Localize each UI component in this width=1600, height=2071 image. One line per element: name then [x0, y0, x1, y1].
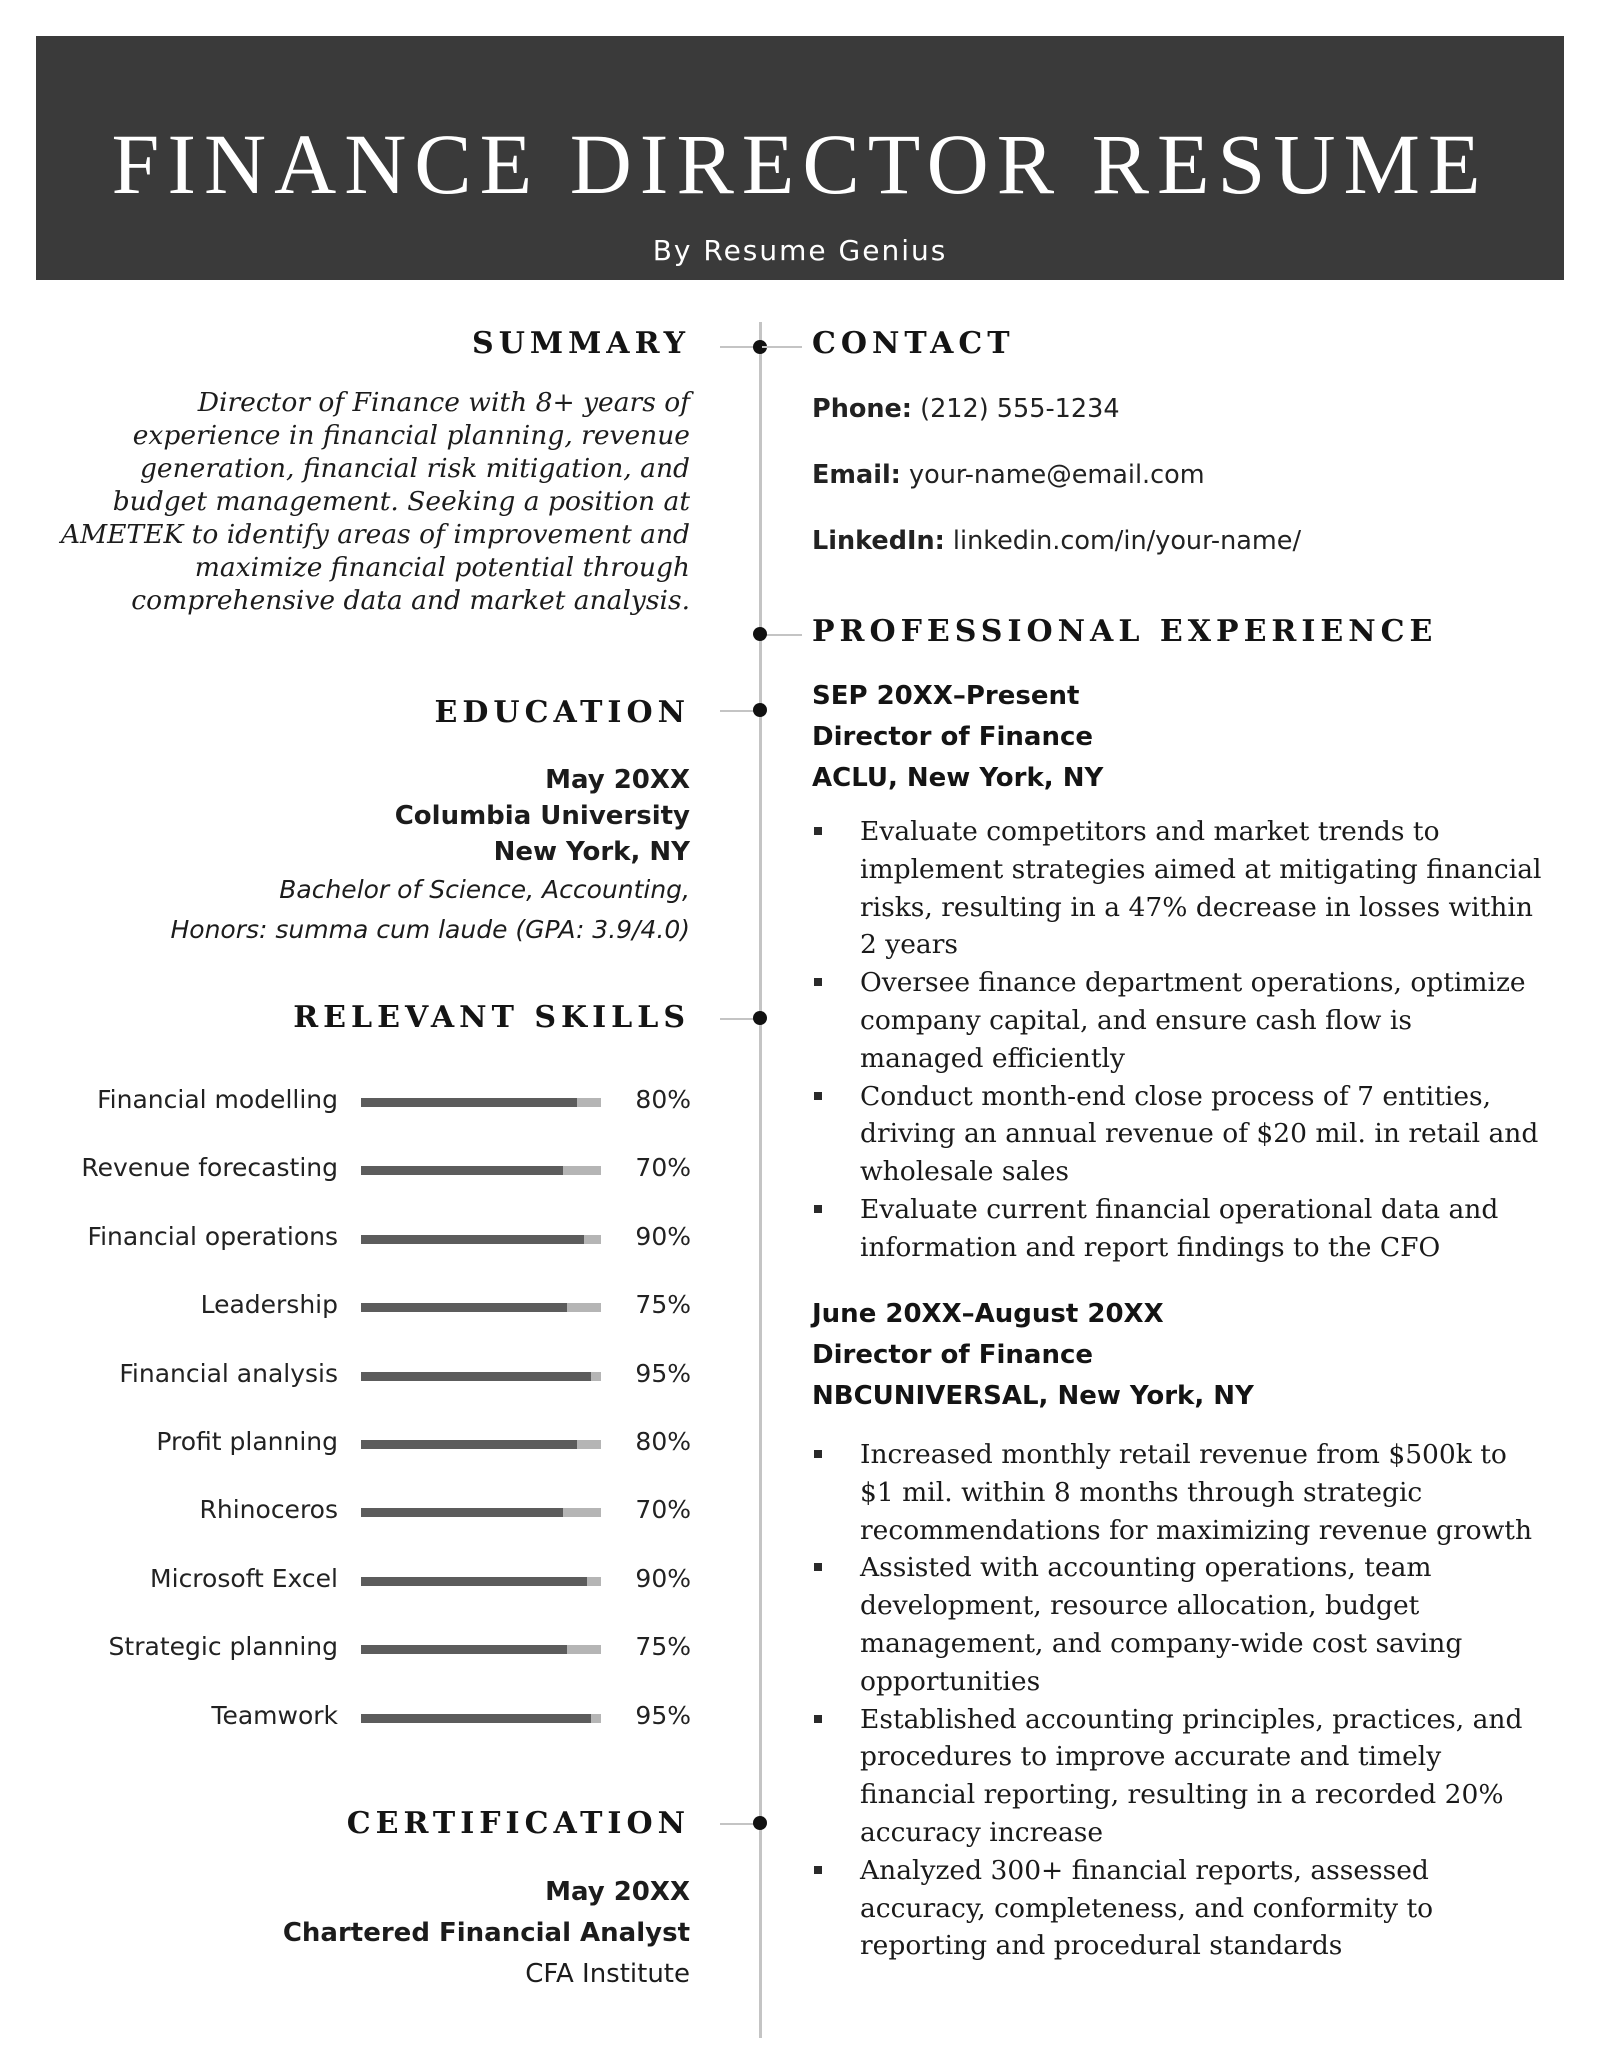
education-degree: Bachelor of Science, Accounting, [279, 875, 690, 904]
job-2-dates: June 20XX–August 20XX [812, 1299, 1164, 1329]
skill-bar-track [361, 1098, 601, 1107]
timeline-dot-certification [753, 1816, 767, 1830]
skill-percent: 80% [635, 1085, 691, 1114]
education-entry [170, 762, 690, 950]
skill-bar-track [361, 1235, 601, 1244]
certification-issuer: CFA Institute [525, 1959, 690, 1989]
skill-percent: 95% [635, 1700, 691, 1730]
skill-bar-fill [361, 1714, 591, 1723]
job-1-header [812, 676, 1103, 799]
job-2-header [812, 1294, 1254, 1417]
job-2-title: Director of Finance [812, 1340, 1094, 1370]
skill-row [0, 1288, 700, 1328]
job-1-bullets [812, 813, 1542, 1267]
skill-bar-track [361, 1508, 601, 1517]
certification-entry [283, 1872, 690, 1995]
skill-percent: 70% [635, 1153, 691, 1183]
skill-name: Microsoft Excel [150, 1563, 338, 1593]
skill-bar-fill [361, 1508, 563, 1517]
skill-row [0, 1493, 700, 1533]
linkedin-value: linkedin.com/in/your-name/ [952, 526, 1302, 556]
certification-heading: CERTIFICATION [346, 1806, 690, 1841]
skill-bar-fill [361, 1098, 577, 1107]
experience-heading: PROFESSIONAL EXPERIENCE [812, 614, 1438, 649]
skill-percent: 90% [635, 1563, 691, 1593]
skill-bar-fill [361, 1372, 591, 1381]
skill-row [0, 1699, 700, 1739]
resume-title: FINANCE DIRECTOR RESUME [111, 116, 1489, 212]
contact-email [812, 458, 1301, 524]
timeline-tick-experience [762, 634, 802, 636]
skill-name: Financial operations [87, 1221, 338, 1251]
skill-row [0, 1630, 700, 1670]
skill-percent: 90% [635, 1221, 691, 1251]
job-1-dates: SEP 20XX–Present [812, 681, 1080, 711]
skill-percent: 70% [635, 1495, 691, 1525]
skill-name: Financial modelling [97, 1085, 338, 1114]
skill-bar-fill [361, 1440, 577, 1449]
skill-bar-fill [361, 1577, 587, 1586]
skill-row [0, 1562, 700, 1602]
skill-bar-track [361, 1577, 601, 1586]
skill-bar-fill [361, 1166, 563, 1175]
timeline-tick-contact [762, 346, 802, 348]
job-1-title: Director of Finance [812, 722, 1094, 752]
job-2-bullet: Increased monthly retail revenue from $500k to $1 mil. within 8 months through strategic recommendations for maximizing revenue growth [812, 1436, 1542, 1549]
contact-list [812, 392, 1301, 590]
education-location: New York, NY [493, 837, 690, 867]
contact-linkedin [812, 524, 1301, 590]
job-1-bullet: Oversee finance department operations, optimize company capital, and ensure cash flow is managed efficiently [812, 964, 1542, 1077]
skill-name: Revenue forecasting [81, 1153, 338, 1183]
certification-date: May 20XX [545, 1877, 690, 1907]
education-honors: Honors: summa cum laude (GPA: 3.9/4.0) [170, 915, 690, 944]
skill-percent: 95% [635, 1358, 691, 1388]
skill-row [0, 1425, 700, 1465]
education-school: Columbia University [394, 801, 690, 831]
phone-value: (212) 555-1234 [920, 394, 1120, 424]
skill-percent: 75% [635, 1290, 691, 1320]
skill-bar-fill [361, 1235, 584, 1244]
skill-row [0, 1151, 700, 1191]
timeline-dot-education [753, 703, 767, 717]
skill-row [0, 1220, 700, 1260]
job-2-bullets [812, 1436, 1542, 1965]
skill-row [0, 1083, 700, 1123]
job-2-bullet: Assisted with accounting operations, team development, resource allocation, budget management, and company-wide cost saving opportunities [812, 1549, 1542, 1700]
certification-name: Chartered Financial Analyst [282, 1918, 690, 1948]
education-date: May 20XX [545, 765, 690, 795]
skill-percent: 80% [635, 1427, 691, 1456]
contact-phone [812, 392, 1301, 458]
linkedin-label: LinkedIn: [812, 526, 945, 556]
skill-row [0, 1357, 700, 1397]
job-2-bullet: Analyzed 300+ financial reports, assessed accuracy, completeness, and conformity to reporting and procedural standards [812, 1852, 1542, 1965]
timeline-dot-skills [753, 1011, 767, 1025]
summary-heading: SUMMARY [472, 326, 690, 361]
skill-bar-track [361, 1714, 601, 1723]
skill-bar-track [361, 1372, 601, 1381]
byline: By Resume Genius [652, 234, 948, 267]
skill-bar-track [361, 1303, 601, 1312]
job-1-bullet: Conduct month-end close process of 7 entities, driving an annual revenue of $20 mil. in retail and wholesale sales [812, 1078, 1542, 1191]
skill-name: Leadership [200, 1290, 338, 1320]
timeline-line [759, 322, 762, 2038]
summary-text: Director of Finance with 8+ years of experience in financial planning, revenue generation, financial risk mitigation, and budget management. Seeking a position at AMETEK to identify areas of improvement and maximize financial potential through comprehensive data and market analysis. [60, 387, 690, 616]
skill-percent: 75% [635, 1632, 691, 1662]
skill-bar-track [361, 1166, 601, 1175]
job-1-company: ACLU, New York, NY [812, 763, 1104, 793]
email-value: your-name@email.com [909, 460, 1205, 490]
skill-name: Profit planning [156, 1427, 338, 1456]
email-label: Email: [812, 460, 901, 490]
skill-name: Strategic planning [108, 1632, 338, 1662]
skill-name: Financial analysis [119, 1358, 338, 1388]
phone-label: Phone: [812, 394, 913, 424]
education-heading: EDUCATION [434, 695, 690, 730]
skill-bar-track [361, 1440, 601, 1449]
skills-heading: RELEVANT SKILLS [293, 1000, 690, 1035]
skill-name: Rhinoceros [199, 1495, 338, 1525]
job-1-bullet: Evaluate competitors and market trends to implement strategies aimed at mitigating financial risks, resulting in a 47% decrease in losses within 2 years [812, 813, 1542, 964]
timeline-dot-experience [753, 627, 767, 641]
skill-name: Teamwork [211, 1700, 338, 1730]
skill-bar-track [361, 1645, 601, 1654]
skill-bar-fill [361, 1645, 567, 1654]
job-2-company: NBCUNIVERSAL, New York, NY [812, 1381, 1254, 1411]
job-2-bullet: Established accounting principles, practices, and procedures to improve accurate and timely financial reporting, resulting in a recorded 20% accuracy increase [812, 1701, 1542, 1852]
contact-heading: CONTACT [812, 326, 1015, 361]
job-1-bullet: Evaluate current financial operational data and information and report findings to the CFO [812, 1191, 1542, 1267]
header-banner [36, 36, 1564, 280]
skill-bar-fill [361, 1303, 567, 1312]
